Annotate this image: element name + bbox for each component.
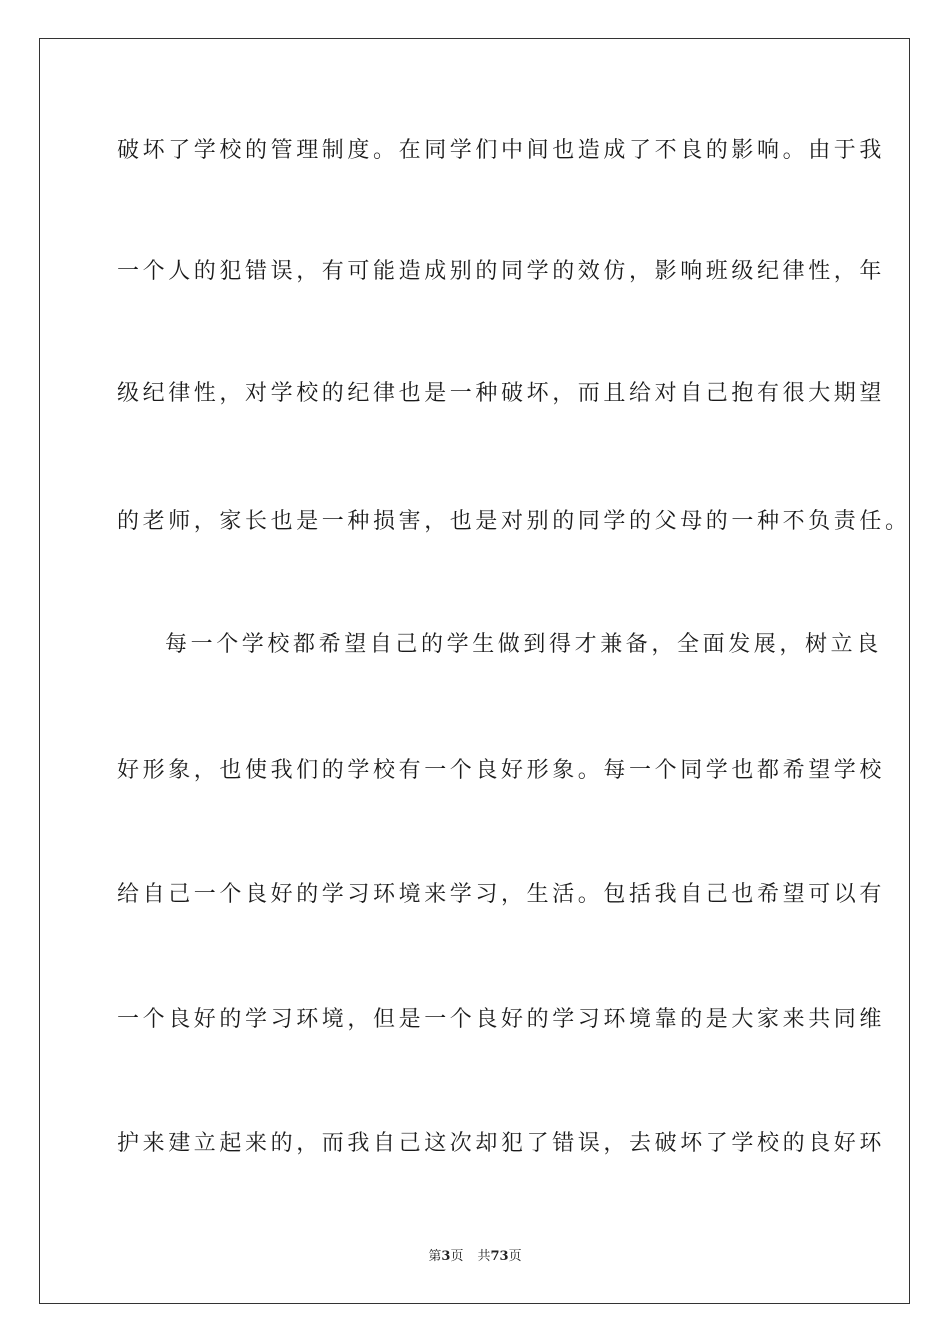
page-prefix: 第: [428, 1249, 442, 1264]
text-line: 破坏了学校的管理制度。在同学们中间也造成了不良的影响。由于我: [117, 138, 886, 163]
page-suffix: 页: [450, 1249, 464, 1264]
text-line: 一个良好的学习环境，但是一个良好的学习环境靠的是大家来共同维: [117, 1007, 886, 1032]
text-line: 的老师，家长也是一种损害，也是对别的同学的父母的一种不负责任。: [117, 509, 911, 534]
text-line: 一个人的犯错误，有可能造成别的同学的效仿，影响班级纪律性，年: [117, 259, 886, 284]
text-line: 给自己一个良好的学习环境来学习，生活。包括我自己也希望可以有: [117, 882, 886, 907]
total-suffix: 页: [508, 1249, 522, 1264]
paragraph-first-line: 每一个学校都希望自己的学生做到得才兼备，全面发展，树立良: [165, 632, 882, 657]
text-line: 护来建立起来的，而我自己这次却犯了错误，去破坏了学校的良好环: [117, 1131, 886, 1156]
page-footer: [0, 1248, 950, 1266]
total-prefix: 共: [477, 1249, 491, 1264]
page-number: 3: [441, 1249, 451, 1264]
page-border: [39, 38, 910, 1304]
text-line: 级纪律性，对学校的纪律也是一种破坏，而且给对自己抱有很大期望: [117, 381, 886, 406]
total-pages: 73: [490, 1249, 509, 1264]
text-line: 好形象，也使我们的学校有一个良好形象。每一个同学也都希望学校: [117, 758, 886, 783]
